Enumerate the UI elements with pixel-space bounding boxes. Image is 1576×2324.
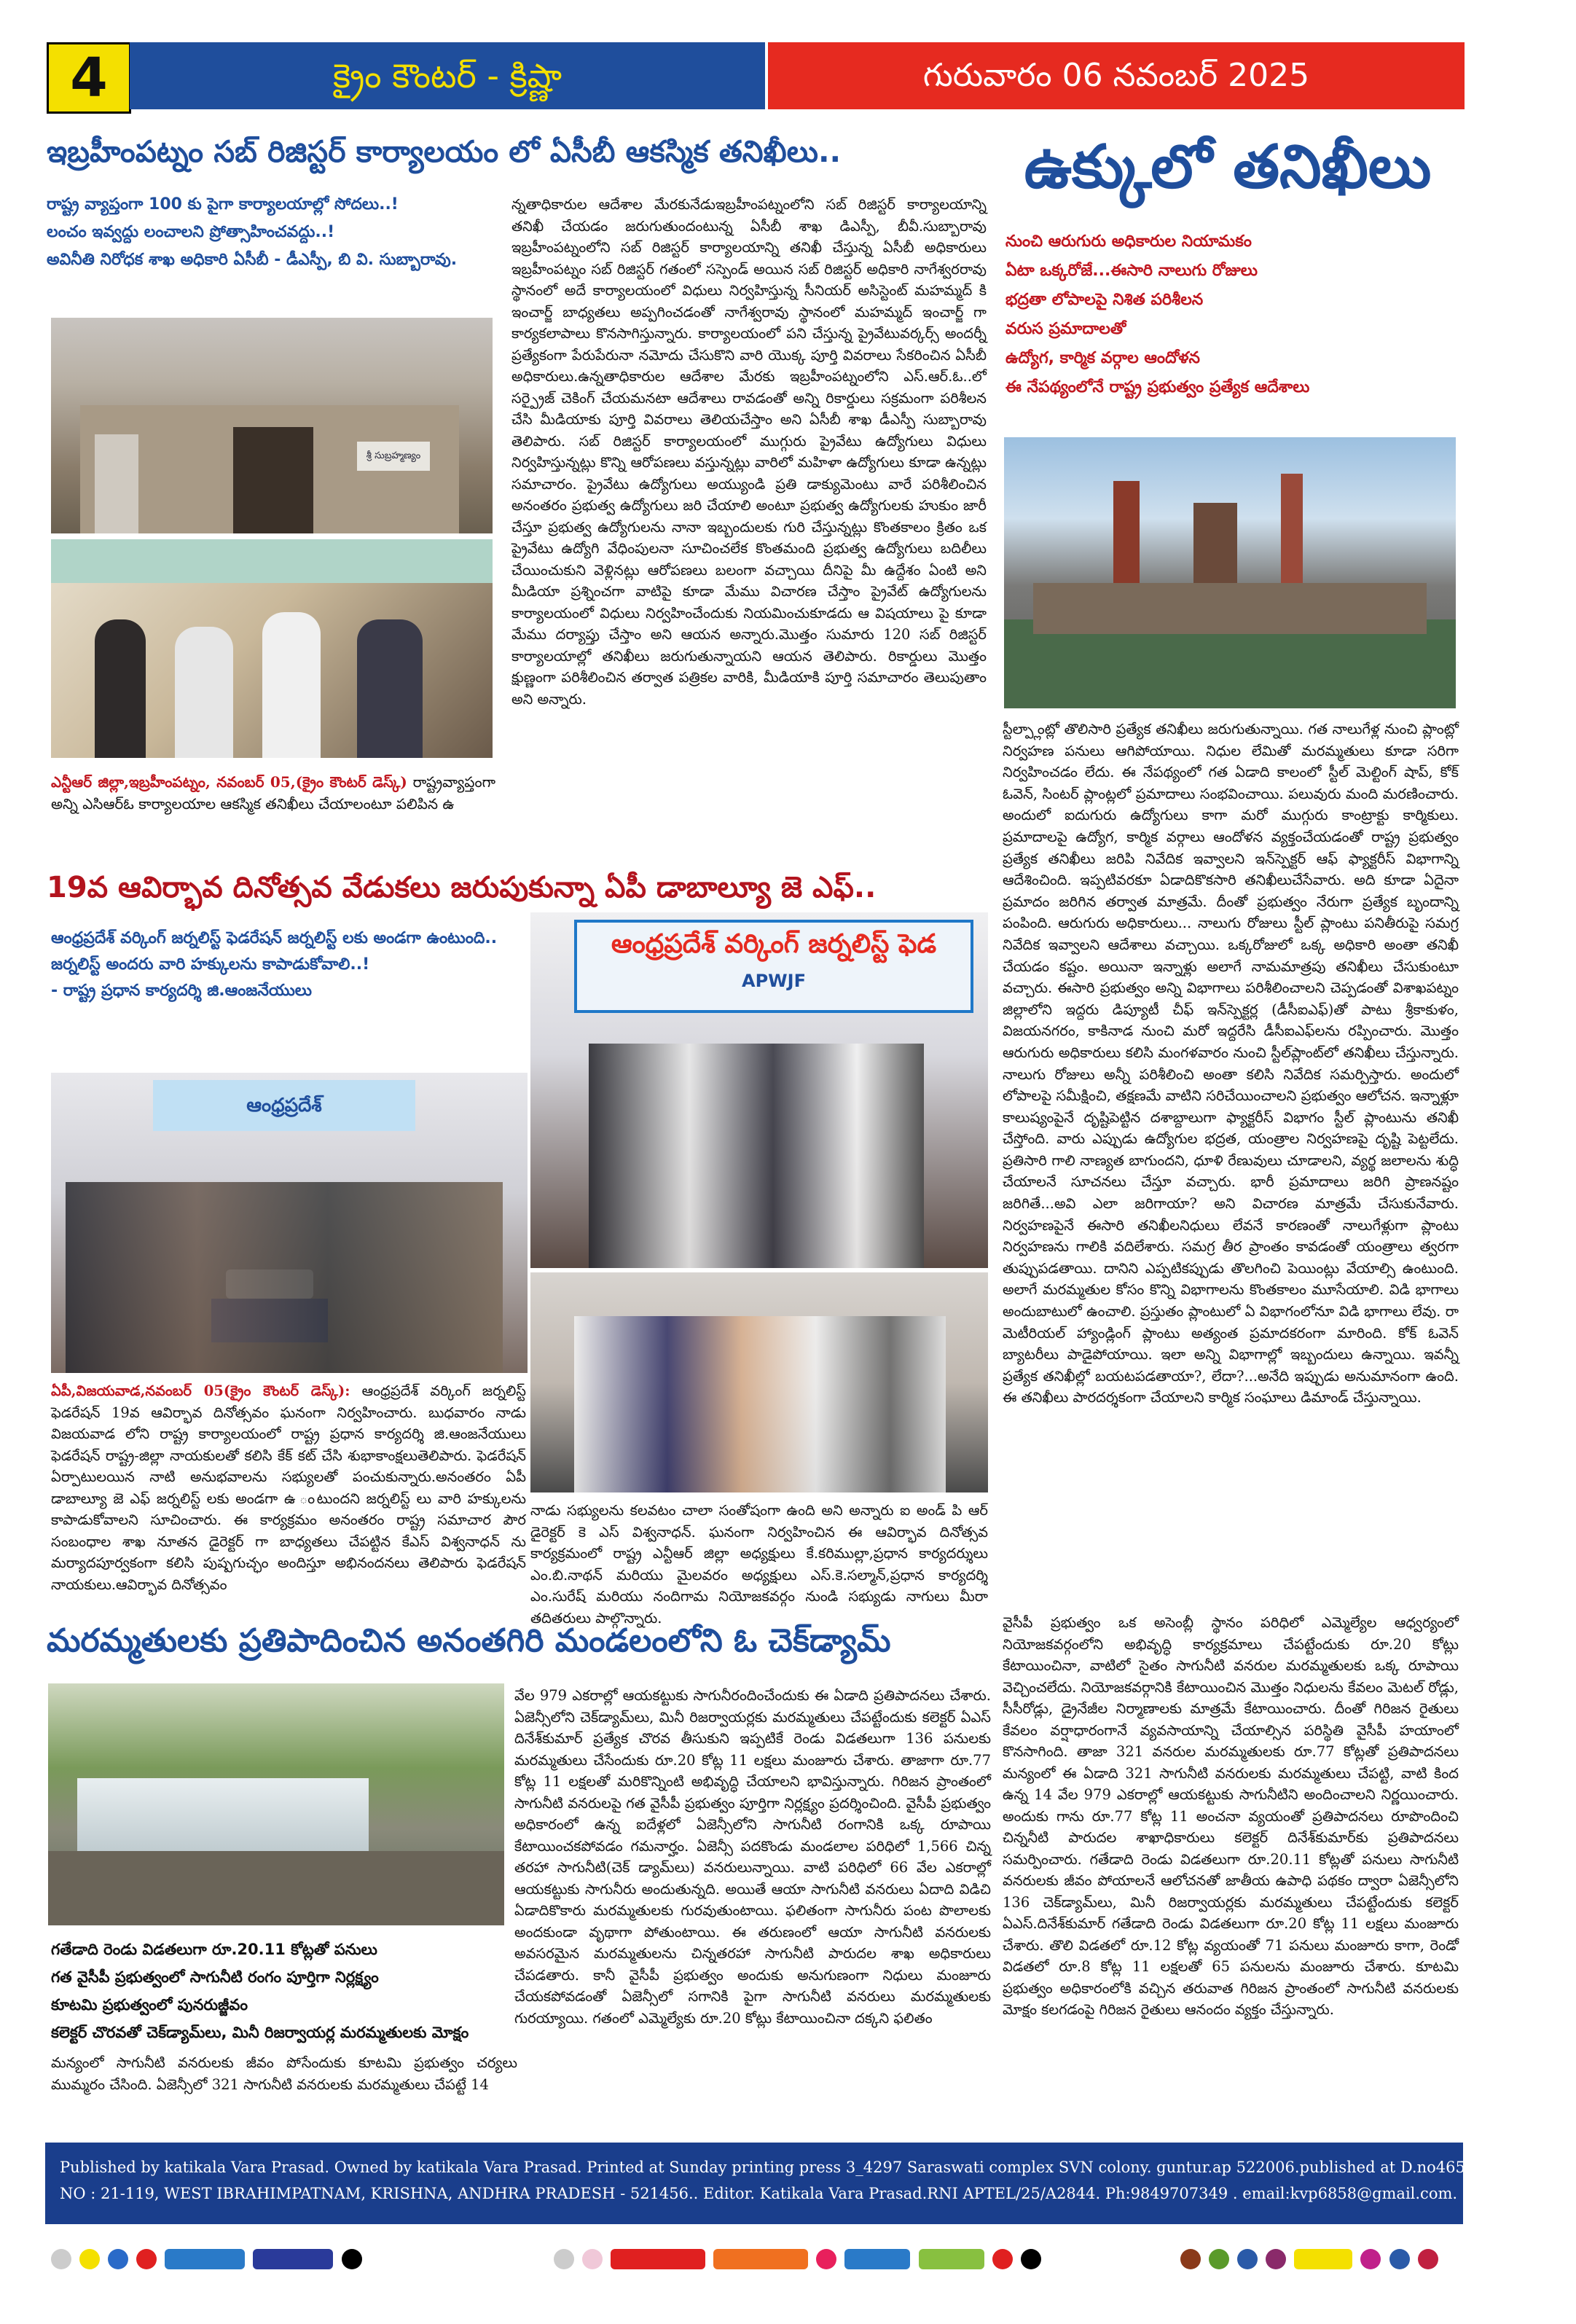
color-mark bbox=[919, 2249, 984, 2269]
color-mark bbox=[1389, 2249, 1410, 2269]
color-mark bbox=[1237, 2249, 1258, 2269]
story4-body-left: మన్యంలో సాగునీటి వనరులకు జీవం పోసేందుకు కూటమి ప్రభుత్వం చర్యలు ముమ్మరం చేసింది. ఏజెన్సీలో 321 సాగునీటి వనరులకు మరమ్మతులు చేపట్టే 14 bbox=[51, 2054, 517, 2093]
story3-body-right: నాడు సభ్యులను కలవటం చాలా సంతోషంగా ఉంది అని అన్నారు ఐ అండ్ పి ఆర్ డైరెక్టర్ కె ఎస్ విశ్వనాధన్. ఘనంగా నిర్వహించిన ఈ ఆవిర్భావ దినోత్సవ కార్యక్రమంలో రాష్ట్ర ఎన్టీఆర్ జిల్లా అధ్యక్షులు కే.కరిముల్లా,ప్రధాన కార్యదర్శులు ఎం.బి.నాథన్ మరియు మైలవరం అధ్యక్షులు ఎస్.కె.సల్మాన్,ప్రధాన కార్యదర్శి ఎం.సురేష్ మరియు నందిగామ నియోజకవర్గం నుండి సభ్యుడు నాగులు మీరా తదితరులు పాల్గొన్నారు. bbox=[530, 1502, 988, 1627]
caption-dateline: ఏపీ,విజయవాడ,నవంబర్ 05(క్రైం కౌంటర్ డెస్క్): bbox=[51, 1382, 350, 1399]
bullet: లంచం ఇవ్వద్దు లంచాలని ప్రోత్సాహించవద్దు..! bbox=[47, 223, 335, 241]
story3-bullets bbox=[51, 926, 517, 1004]
story4-body-right: వైసీపీ ప్రభుత్వం ఒక అసెంబ్లీ స్థానం పరిధిలో ఎమ్మెల్యేల ఆధ్వర్యంలో నియోజకవర్గంలోని అభివృద్ధి కార్యక్రమాలు చేపట్టేందుకు రూ.20 కోట్లు కేటాయించినా, వాటిలో సైతం సాగునీటి వనరుల మరమ్మతులకు ఒక్క రూపాయి వెచ్చించలేదు. నియోజకవర్గానికి కేటాయించిన మొత్తం నిధులను కేవలం మెటల్ రోడ్లు, సీసీరోడ్లు, డ్రైనేజీల నిర్మాణాలకు మాత్రమే కేటాయించారు. దీంతో గిరిజన రైతులు కేవలం వర్షాధారంగానే వ్యవసాయాన్ని చేయాల్సిన పరిస్థితి వైసీపీ హయాంలో కొనసాగింది. తాజా 321 వనరుల మరమ్మతులకు రూ.77 కోట్లతో ప్రతిపాదనలు మన్యంలో ఈ ఏడాది 321 సాగునీటి వనరులకు మరమ్మతులు చేపట్టి, వాటి కింద ఉన్న 14 వేల 979 ఎకరాల్లో ఆయకట్టుకు సాగునీటిని అందించాలని నిర్ణయించారు. అందుకు గాను రూ.77 కోట్ల 11 అంచనా వ్యయంతో ప్రతిపాదనలు రూపొందించి చిన్ననీటి పారుదల శాఖాధికారులు కలెక్టర్ దినేశ్‌కుమార్‌కు ప్రతిపాదనలు సమర్పించారు. గతేడాది రెండు విడతలుగా రూ.20.11 కోట్లతో పనులు సాగునీటి వనరులకు జీవం పోయాలనే ఆలోచనతో జాతీయ ఉపాధి పథకం ద్వారా ఏజెన్సీలోని 136 చెక్‌డ్యామ్‌లు, మినీ రిజర్వాయర్లకు మరమ్మతులు చేపట్టేందుకు కలెక్టర్ ఏఎస్.దినేశ్‌కుమార్ గతేడాది రెండు విడతలుగా రూ.20 కోట్ల 11 లక్షలు మంజూరు చేశారు. తొలి విడతలో రూ.12 కోట్ల వ్యయంతో 71 పనులు మంజూరు కాగా, రెండో విడతలో రూ.8 కోట్ల 11 లక్షలతో 65 పనులను మంజూరు చేశారు. కూటమి ప్రభుత్వం అధికారంలోకి వచ్చిన తరువాత గిరిజన ప్రాంతంలో సాగునీటి వనరులకు మోక్షం కలగడంపై గిరిజన రైతులు ఆనందం వ్యక్తం చేస్తున్నారు. bbox=[1003, 1614, 1459, 2018]
story2-body bbox=[1003, 719, 1459, 1605]
color-mark bbox=[1294, 2249, 1352, 2269]
apwjf-banner bbox=[574, 920, 973, 1013]
color-mark bbox=[816, 2249, 836, 2269]
journalists-celebration-photo bbox=[530, 912, 988, 1268]
story4-body-middle: వేల 979 ఎకరాల్లో ఆయకట్టుకు సాగునీరందించేందుకు ఈ ఏడాది ప్రతిపాదనలు చేశారు. ఏజెన్సీలోని చెక్‌డ్యామ్‌లు, మినీ రిజర్వాయర్లకు మరమ్మతులు చేపట్టేందుకు కలెక్టర్ ఏఎస్ దినేశ్‌కుమార్ ప్రత్యేక చొరవ తీసుకుని ఇప్పటికే రెండు విడతలుగా 136 పనులకు మరమ్మతులు చేసేందుకు రూ.20 కోట్ల 11 లక్షలు మంజూరు చేశారు. తాజాగా రూ.77 కోట్ల 11 లక్షలతో మరికొన్నింటి అభివృద్ధి చేయాలని భావిస్తున్నారు. గిరిజన ప్రాంతంలో సాగునీటి వనరులపై గత వైసీపీ ప్రభుత్వం పూర్తిగా నిర్లక్ష్యం ప్రదర్శించింది. వైసీపీ ప్రభుత్వం అధికారంలో ఉన్న ఐదేళ్లలో ఏజెన్సీలోని సాగునీటి రంగానికి ఒక్క రూపాయి కేటాయించకపోవడం గమనార్హం. ఏజెన్సీ పదకొండు మండలాల పరిధిలో 1,566 చిన్న తరహా సాగునీటి(చెక్ డ్యామ్‌లు) వనరులున్నాయి. వాటి పరిధిలో 66 వేల ఎకరాల్లో ఆయకట్టుకు సాగునీరు అందుతున్నది. అయితే ఆయా సాగునీటి వనరులు ఏదాది విడిచి ఏడాదికొకారు మరమ్మతులకు గురవుతుంటాయి. ఫలితంగా సాగునీరు పంట పొలాలకు అందకుండా వృథాగా పోతుంటాయి. ఈ తరుణంలో ఆయా సాగునీటి వనరులకు అవసరమైన మరమ్మతులను చిన్నతరహా సాగునీటి పారుదల శాఖ అధికారులు చేపడతారు. కానీ వైసీపీ ప్రభుత్వం అందుకు అనుగుణంగా నిధులు మంజూరు చేయకపోవడంతో ఏజెన్సీలో సగానికి పైగా సాగునీటి వనరులు మరమ్మతులకు గురయ్యాయి. గతంలో ఎమ్మెల్యేకు రూ.20 కోట్లు కేటాయించినా దక్కని ఫలితం bbox=[514, 1687, 991, 2027]
story2-headline: ఉక్కులో తనిఖీలు bbox=[1024, 133, 1432, 202]
bullet: జర్నలిస్ట్ అందరు వారి హక్కులను కాపాడుకోవాలి..! bbox=[51, 955, 370, 974]
bullet: కూటమి ప్రభుత్వంలో పునరుజ్జీవం bbox=[51, 1996, 248, 2014]
footer-line1: Published by katikala Vara Prasad. Owned by katikala Vara Prasad. Printed at Sunday printing press 3_4297 Saraswati complex SVN colony. guntur.ap 522006.published at D.no465 Le out no2 .H bbox=[60, 2159, 1576, 2176]
color-mark bbox=[108, 2249, 128, 2269]
bullet: ఏటా ఒక్కరోజే...ఈసారి నాలుగు రోజులు bbox=[1005, 262, 1258, 280]
bullet: కలెక్టర్ చొరవతో చెక్‌డ్యామ్‌లు, మినీ రిజర్వాయర్ల మరమ్మతులకు మోక్షం bbox=[51, 2024, 469, 2041]
color-mark bbox=[79, 2249, 100, 2269]
print-marks-left bbox=[51, 2249, 366, 2269]
office-sign: శ్రీ సుబ్రహ్మణ్యం bbox=[357, 442, 430, 471]
bullet: - రాష్ట్ర ప్రధాన కార్యదర్శి జి.ఆంజనేయులు bbox=[51, 982, 313, 1000]
color-mark bbox=[1266, 2249, 1286, 2269]
publisher-footer bbox=[45, 2143, 1576, 2224]
issue-date: గురువారం 06 నవంబర్ 2025 bbox=[768, 42, 1465, 109]
color-mark bbox=[844, 2249, 910, 2269]
story1-body: న్నతాధికారుల ఆదేశాల మేరకునేడుఇబ్రహీంపట్నంలోని సబ్ రిజిస్టర్ కార్యాలయాన్ని తనిఖీ చేయడం జరుగుతుందంటున్న ఏసీబీ శాఖ డిఎస్పీ, బీవీ.సుబ్బారావు ఇబ్రహీంపట్నంలోని సబ్ రిజిస్టర్ కార్యాలయాన్ని తనిఖీ చేస్తున్న ఏసీబీ అధికారులు ఇబ్రహీంపట్నం సబ్ రిజిస్టర్ గతంలో సస్పెండ్ అయిన సబ్ రిజిస్టర్ అధికారి నాగేశ్వరరావు స్థానంలో అదే కార్యాలయంలో విధులు నిర్వహిస్తున్న సీనియర్ అసిస్టెంట్ మహమ్మద్ కి ఇంచార్జ్ బాధ్యతలు అప్పగించడంతో నాగేశ్వరావు స్థానంలో మహమ్మద్ ఇంచార్జ్ గా కార్యకలాపాలు కొనసాగిస్తున్నారు. కార్యాలయంలో పని చేస్తున్న ప్రైవేటువర్కర్స్ అందర్నీ ప్రత్యేకంగా పేరుపేరునా నమోదు చేసుకొని వారి యొక్క పూర్తి వివరాలు సేకరించిన ఏసీబీ అధికారులు.ఉన్నతాధికారుల ఆదేశాల మేరకు ఇబ్రహీంపట్నంలోని ఎస్.ఆర్.ఓ..లో సర్ప్రైజ్ చెకింగ్ చేయమనటా ఆదేశాలు రావడంతో అన్ని రికార్డులు సక్రమంగా పరిశీలన చేసి మీడియాకు పూర్తి వివరాలు తెలియచేస్తాం అని ఏసీబీ శాఖ డీఎస్పీ సుబ్బారావు తెలిపారు. సబ్ రిజిస్టర్ కార్యాలయంలో ముగ్గురు ప్రైవేటు ఉద్యోగులు విధులు నిర్వహిస్తున్నట్లు కొన్ని ఆరోపణలు వస్తున్నట్లు వారిలో మహిళా ఉద్యోగులు కూడా ఉన్నట్లు సమాచారం. ప్రైవేటు ఉద్యోగులు అయ్యుండి ప్రతి డాక్యుమెంటు వారే పరిశీలించిన అనంతరం ప్రభుత్వ ఉద్యోగులు జరి చేయాలి అంటూ ప్రభుత్వ ఉద్యోగులకు హుకుం జారీ చేస్తూ ప్రభుత్వ ఉద్యోగులను నానా ఇబ్బందులకు గురి చేస్తున్నట్లు కొంతకాలం క్రితం ఒక ప్రైవేటు ఉద్యోగి వేధింపులనా సూచించలేక కొంతమంది ప్రభుత్వ ఉద్యోగులు బదిలీలు చేయించుకుని వెళ్లినట్లు ఆరోపణలు బలంగా వచ్చాయి దీనిపై మీ ఉద్దేశం ఏంటి అని మీడియా ప్రశ్నించగా వాటిపై కూడా మేము విచారణ చేస్తాం ప్రైవేట్ ఉద్యోగులను కార్యాలయంలో విధులు నిర్వహించేందుకు నియమించుకూడదు ఆ విషయాలు పై కూడా మేము దర్యాప్తు చేస్తాం అని ఆయన అన్నారు.మొత్తం సుమారు 120 సబ్ రిజిస్టర్ కార్యాలయాల్లో తనిఖీలు జరుగుతున్నాయని ఆయన తెలిపారు. రికార్డులు మొత్తం క్షుణ్ణంగా పరిశీలించిన తర్వాత పత్రికల వారికి, మీడియాకి పూర్తి సమాచారం తెలుపుతాం అని అన్నారు. bbox=[511, 196, 987, 708]
page-number: 4 bbox=[47, 42, 131, 114]
story1-bullets bbox=[47, 191, 498, 274]
story3-body-left bbox=[51, 1380, 526, 1593]
bullet: గత వైసీపీ ప్రభుత్వంలో సాగునీటి రంగం పూర్తిగా నిర్లక్ష్యం bbox=[51, 1968, 379, 1986]
story2-body-part1: స్టీల్ప్లాంట్లో తొలిసారి ప్రత్యేక తనిఖీలు జరుగుతున్నాయి. గత నాలుగేళ్ల నుంచి ప్లాంట్లో నిర్వహణ పనులు ఆగిపోయాయి. నిధుల లేమితో మరమ్మతులు కూడా సరిగా నిర్వహించడం లేదు. ఈ నేపథ్యంలో గత ఏడాది కాలంలో స్టీల్ మెల్టింగ్ షాప్, కోక్ ఓవెన్, సింటర్ ప్లాంట్లలో ప్రమాదాలు సంభవించాయి. పలువురు మంది మరణించారు. అందులో ఐదుగురు ఉద్యోగులు కాగా మరో ముగ్గురు కాంట్రాక్టు కార్మికులు. ప్రమాదాలపై ఉద్యోగ, కార్మిక వర్గాలు ఆందోళన వ్యక్తంచేయడంతో రాష్ట్ర ప్రభుత్వం ప్రత్యేక తనిఖీలు జరిపి నివేదిక ఇవ్వాలని ఇన్‌స్పెక్టర్ ఆఫ్ ఫ్యాక్టరీస్ విభాగాన్ని ఆదేశించింది. ఇప్పటివరకూ ఏడాదికొకసారి తనిఖీలుచేసేవారు. అది కూడా ఏదైనా ప్రమాదం జరిగిన తర్వాత మాత్రమే. దీంతో ప్రభుత్వం నేరుగా ప్రత్యేక బృందాన్ని పంపింది. ఆరుగురు అధికారులు... నాలుగు రోజులు స్టీల్ ప్లాంటు పనితీరుపై సమగ్ర నివేదిక ఇవ్వాలని ఆదేశాలు వచ్చాయి. ఒక్కరోజులో ఒక్క అధికారి అంతా తనిఖీ చేయడం కష్టం. అయినా ఇన్నాళ్లు అలాగే నామమాత్రపు తనిఖీలు చేసుకుంటూ వచ్చారు. ఈసారి ప్రభుత్వం అన్ని విభాగాలు పరిశీలించాలని చెప్పడంతో విశాఖపట్నం జిల్లాలోని ఇద్దరు డిప్యూటీ చీఫ్ ఇన్‌స్పెక్టర్ల (డీసీఐఎఫ్)తో పాటు శ్రీకాకుళం, విజయనగరం, కాకినాడ నుంచి మరో ఇద్దరేసి డీసీఐఎఫ్‌లను రప్పించారు. మొత్తం ఆరుగురు అధికారులు కలిసి మంగళవారం నుంచి స్టీల్‌ప్లాంట్‌లో తనిఖీలు చేస్తున్నారు. నాలుగు రోజులు అన్నీ పరిశీలించి అంతా కలిసి నివేదిక సమర్పిస్తారు. అందులో లోపాలపై సమీక్షించి, తక్షణమే వాటిని సరిచేయించాలని ప్రభుత్వం ఆలోచన. ఇన్నాళ్లూ కాలుష్యంపైనే దృష్టిపెట్టిన దశాబ్దాలుగా ఫ్యాక్టరీస్ విభాగం స్టీల్ ప్లాంటును తనిఖీ చేస్తోంది. వారు ఎప్పుడు ఉద్యోగుల భద్రత, యంత్రాల నిర్వహణపై దృష్టి పెట్టలేదు. ప్రతిసారి గాలి నాణ్యత బాగుందని, ధూళి రేణువులు చూడాలని, వ్యర్థ జలాలను శుద్ధి చేయాలనే సూచనలు చేస్తూ వచ్చారు. భారీ ప్రమాదాలు జరిగి ప్రాణనష్టం జరిగితే...అవి ఎలా జరిగాయా? అని విచారణ మాత్రమే చేసుకునేవారు. bbox=[1003, 721, 1459, 1213]
color-mark bbox=[713, 2249, 808, 2269]
story3-body-text: ఆంధ్రప్రదేశ్ వర్కింగ్ జర్నలిస్ట్ ఫెడరేషన్ 19వ ఆవిర్భావ దినోత్సవం ఘనంగా నిర్వహించారు. బుధవారం నాడు విజయవాడ లోని రాష్ట్ర కార్యాలయంలో రాష్ట్ర ప్రధాన కార్యదర్శి జి.ఆంజనేయులు ఫెడరేషన్ రాష్ట్ర-జిల్లా నాయకులతో కలిసి కేక్ కట్ చేసి శుభాకాంక్షలుతెలిపారు. ఫెడరేషన్ ఏర్పాటులయిన నాటి అనుభవాలను సభ్యులతో పంచుకున్నారు.అనంతరం ఏపీ డాబాల్యూ జె ఎఫ్ జర్నలిస్ట్ లకు అండగా ఉ ంటుందని జర్నలిస్ట్ లు వారి హక్కులను కాపాడుకోవాలని సూచించారు. ఈ కార్యక్రమం అనంతరం రాష్ట్ర సమాచార పౌర సంబంధాల శాఖ నూతన డైరెక్టర్ గా బాధ్యతలు చేపట్టిన కేఎస్ విశ్వనాధన్ ను మర్యాదపూర్వకంగా కలిసి పుష్పగుచ్ఛం అందిస్తూ అభినందనలు తెలిపారు ఫెడరేషన్ నాయకులు.ఆవిర్భావ దినోత్సవం bbox=[51, 1382, 526, 1593]
color-mark bbox=[1418, 2249, 1438, 2269]
federation-banner: ఆంధ్రప్రదేశ్ bbox=[153, 1080, 415, 1131]
bullet: వరుస ప్రమాదాలతో bbox=[1005, 320, 1126, 338]
cake-cutting-photo bbox=[51, 1073, 528, 1373]
bullet: ఉద్యోగ, కార్మిక వర్గాల ఆందోళన bbox=[1005, 349, 1200, 367]
check-dam-photo bbox=[48, 1683, 504, 1925]
color-mark bbox=[554, 2249, 574, 2269]
footer-line2: NO : 21-119, WEST IBRAHIMPATNAM, KRISHNA, ANDHRA PRADESH - 521456.. Editor. Katikala Vara Prasad.RNI APTEL/25/A2844. Ph:9849707349 . email:kvp6858@gmail.com. bbox=[60, 2185, 1458, 2202]
section-title: క్రైం కౌంటర్ - క్రిష్ణా bbox=[130, 42, 765, 109]
steel-plant-photo bbox=[1004, 437, 1456, 708]
office-building-photo bbox=[51, 318, 493, 533]
director-felicitation-photo bbox=[530, 1272, 988, 1492]
caption-dateline: ఎన్టీఆర్ జిల్లా,ఇబ్రహీంపట్నం, నవంబర్ 05,(క్రైం కౌంటర్ డెస్క్) bbox=[51, 773, 407, 791]
bullet: ఆంధ్రప్రదేశ్ వర్కింగ్ జర్నలిస్ట్ ఫెడరేషన్ జర్నలిస్ట్ లకు అండగా ఉంటుంది.. bbox=[51, 929, 498, 947]
banner-abbrev: APWJF bbox=[742, 971, 806, 991]
color-mark bbox=[253, 2249, 333, 2269]
color-mark bbox=[51, 2249, 71, 2269]
color-mark bbox=[992, 2249, 1013, 2269]
banner-title: ఆంధ్రప్రదేశ్ వర్కింగ్ జర్నలిస్ట్ ఫెడ bbox=[611, 929, 937, 959]
bullet: అవినీతి నిరోధక శాఖ అధికారి ఏసీబీ - డీఎస్పీ, బి వి. సుబ్బారావు. bbox=[47, 251, 458, 269]
caption-text: రాష్ట్రవ్యాప్తంగా అన్ని ఎసిఆర్ఓ కార్యాలయాల ఆకస్మిక తనిఖీలు చేయాలంటూ పలిపిన ఉ bbox=[51, 773, 496, 813]
bullet: నుంచి ఆరుగురు అధికారుల నియామకం bbox=[1005, 232, 1252, 251]
bullet: గతేడాది రెండు విడతలుగా రూ.20.11 కోట్లతో పనులు bbox=[51, 1941, 377, 1958]
color-mark bbox=[136, 2249, 157, 2269]
color-mark bbox=[582, 2249, 603, 2269]
color-mark bbox=[611, 2249, 705, 2269]
officials-inspection-photo bbox=[51, 539, 493, 758]
color-mark bbox=[165, 2249, 245, 2269]
story4-bullets bbox=[51, 1936, 517, 2046]
color-mark bbox=[1209, 2249, 1229, 2269]
story4-headline: మరమ్మతులకు ప్రతిపాదించిన అనంతగిరి మండలంలోని ఓ చెక్‌డ్యామ్ bbox=[47, 1622, 891, 1659]
bullet: భద్రతా లోపాలపై నిశిత పరిశీలన bbox=[1005, 291, 1204, 309]
color-mark bbox=[1180, 2249, 1201, 2269]
story2-body-part2: నిర్వహణపైనే ఈసారి తనిఖీలనిధులు లేవనే కారణంతో నాలుగేళ్లుగా ప్లాంటు నిర్వహణను గాలికి వదిలేశారు. సమగ్ర తీర ప్రాంతం కావడంతో యంత్రాలు త్వరగా తుప్పుపడతాయి. దానిని ఎప్పటికప్పుడు తొలగించి పెయింట్లు వేయాల్సి ఉంటుంది. అలాగే మరమ్మతుల కోసం కొన్ని విభాగాలను కొంతకాలం మూసేయాలి. విడి భాగాలు అందుబాటులో ఉంచాలి. ప్రస్తుతం ప్లాంటులో ఏ విభాగంలోనూ విడి భాగాలు లేవు. రా మెటీరియల్ హ్యాండ్లింగ్ ప్లాంటు అత్యంత ప్రమాదకరంగా మారింది. కోక్ ఓవెన్ బ్యాటరీలు పాడైపోయాయి. ఇలా అన్ని విభాగాల్లో ఇబ్బందులు ఉన్నాయి. ఇవన్నీ ప్రత్యేక తనిఖీల్లో బయటపడతాయా?, లేదా?...అనేది ఇప్పుడు అనుమానంగా ఉంది. ఈ తనిఖీలు పారదర్శకంగా చేయాలని కార్మిక సంఘాలు డిమాండ్ చేస్తున్నాయి. bbox=[1003, 1216, 1459, 1406]
color-mark bbox=[342, 2249, 362, 2269]
story3-headline: 19వ ఆవిర్భావ దినోత్సవ వేడుకలు జరుపుకున్నా ఏపీ డాబాల్యూ జె ఎఫ్.. bbox=[47, 871, 877, 904]
print-marks-middle bbox=[554, 2249, 1046, 2269]
bullet: రాష్ట్ర వ్యాప్తంగా 100 కు పైగా కార్యాలయాల్లో సోదలు..! bbox=[47, 195, 399, 214]
story1-headline: ఇబ్రహీంపట్నం సబ్ రిజిస్టర్ కార్యాలయం లో ఏసీబీ ఆకస్మిక తనిఖీలు.. bbox=[47, 134, 842, 169]
story1-caption bbox=[51, 771, 495, 815]
color-mark bbox=[1021, 2249, 1041, 2269]
color-mark bbox=[1360, 2249, 1381, 2269]
story2-bullets bbox=[1005, 227, 1457, 402]
bullet: ఈ నేపథ్యంలోనే రాష్ట్ర ప్రభుత్వం ప్రత్యేక ఆదేశాలు bbox=[1005, 378, 1310, 396]
print-marks-right bbox=[1180, 2249, 1443, 2269]
